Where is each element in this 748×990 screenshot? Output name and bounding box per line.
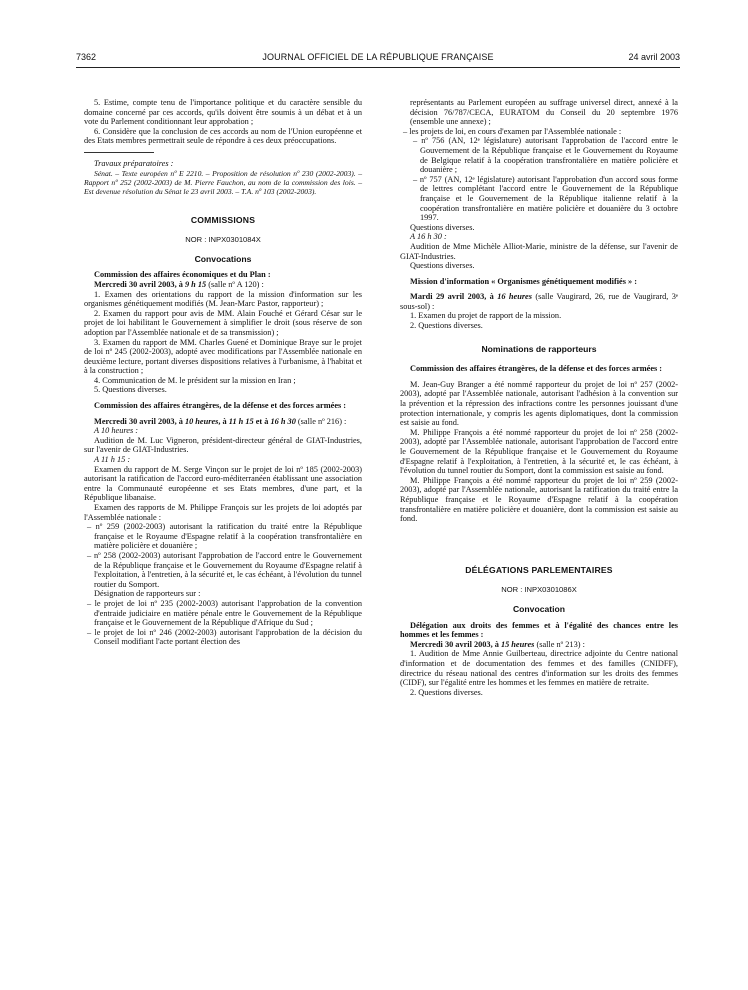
agenda-item: 1. Examen du projet de rapport de la mission.	[410, 311, 562, 321]
mission-title: Mission d'information « Organismes génétiquement modifiés » :	[410, 276, 638, 286]
issue-date: 24 avril 2003	[628, 52, 680, 62]
examen-item: Examen du rapport de M. Serge Vinçon sur le projet de loi nº 185 (2002-2003) autorisant la ratification de l'accord euro-méditerranéen établissant une association entre la Communauté européenne et ses Etats membres, d'une part, et la République libanaise.	[84, 464, 362, 503]
delegation-date: Mercredi 30 avril 2003, à 15 heures (salle nº 213) :	[410, 639, 585, 649]
commission-foreign-title: Commission des affaires étrangères, de la défense et des forces armées :	[94, 401, 347, 411]
list-item: – nº 259 (2002-2003) autorisant la ratification du traité entre la République française et le Royaume d'Espagne relatif à la coopération transfrontalière en matière policière et douanière ;	[87, 522, 362, 551]
convocations-heading: Convocations	[194, 253, 252, 264]
nominations-commission: Commission des affaires étrangères, de la défense et des forces armées :	[410, 364, 663, 374]
nor-reference: NOR : INPX0301086X	[501, 585, 577, 595]
mission-date: Mardi 29 avril 2003, à 16 heures (salle Vaugirard, 26, rue de Vaugirard, 3ᵉ sous-sol) :	[400, 292, 678, 311]
page-number: 7362	[76, 52, 97, 62]
convocation-heading: Convocation	[512, 603, 566, 614]
travaux-label: Travaux préparatoires :	[94, 158, 174, 168]
questions-item: Questions diverses.	[410, 222, 475, 232]
agenda-item: 1. Audition de Mme Annie Guilberteau, directrice adjointe du Centre national d'information et de documentation des femmes et des familles (CNIDFF), directrice du réseau national des centres d'information sur les droits des femmes (CIDF), sur l'égalité entre les hommes et les femmes en matière de retraite.	[400, 649, 678, 688]
list-item: – le projet de loi nº 235 (2002-2003) autorisant l'approbation de la convention d'entraide judiciaire en matière pénale entre le Gouvernement de la République française et le Gouvernement de la République d'Afrique du Sud ;	[87, 598, 362, 628]
continued-text: représentants au Parlement européen au suffrage universel direct, annexé à la décision 76/787/CECA, EURATOM du Conseil du 20 septembre 1976 (ensemble une annexe) ;	[410, 98, 678, 127]
nomination-item: M. Philippe François a été nommé rapporteur du projet de loi nº 258 (2002-2003), adopté par l'Assemblée nationale, autorisant l'approbation de l'accord entre le Gouvernement de la République française et le Gouvernement du Royaume d'Espagne relatif à l'exploitation, à l'entretien, à la sécurité et, le cas échéant, à l'évolution du tunnel routier du Somport, dont la commission est saisie au fond.	[400, 427, 678, 476]
agenda-item: 2. Questions diverses.	[410, 687, 483, 697]
audition-item: Audition de M. Luc Vigneron, président-directeur général de GIAT-Industries, sur l'avenir de GIAT-Industries.	[84, 435, 362, 455]
page-header	[76, 52, 680, 66]
agenda-item: 1. Examen des orientations du rapport de la mission d'information sur les organismes génétiquement modifiés (M. Jean-Marc Pastor, rapporteur) ;	[84, 289, 362, 309]
examen-item: Examen des rapports de M. Philippe François sur les projets de loi adoptés par l'Assemblée nationale :	[84, 503, 362, 522]
delegation-title: Délégation aux droits des femmes et à l'égalité des chances entre les hommes et les femmes :	[400, 620, 678, 640]
left-column	[84, 98, 362, 647]
commissions-heading: COMMISSIONS	[190, 214, 256, 225]
time-label: A 16 h 30 :	[410, 232, 447, 242]
nominations-heading: Nominations de rapporteurs	[481, 343, 597, 354]
agenda-item: 2. Examen du rapport pour avis de MM. Alain Fouché et Gérard César sur le projet de loi habilitant le Gouvernement à simplifier le droit (sous réserve de son adoption par l'Assemblée nationale et de sa transmission) ;	[84, 308, 362, 337]
list-item: – nº 258 (2002-2003) autorisant l'approbation de l'accord entre le Gouvernement de la République française et le Gouvernement du Royaume d'Espagne relatif à l'exploitation, à l'entretien, à la sécurité et, le cas échéant, à l'évolution du tunnel routier du Somport.	[87, 550, 362, 589]
nor-reference: NOR : INPX0301084X	[185, 235, 261, 245]
list-item: – nº 757 (AN, 12ᵉ législature) autorisant l'approbation d'un accord sous forme de lettres complétant l'accord entre le Gouvernement de la République française et le Gouvernement de la République italienne relatif à la coopération transfrontalière en matière policière et douanière du 3 octobre 1997.	[413, 174, 678, 223]
agenda-item: 4. Communication de M. le président sur la mission en Iran ;	[94, 375, 296, 385]
list-item: – le projet de loi nº 246 (2002-2003) autorisant l'approbation de la décision du Conseil modifiant l'acte portant élection des	[87, 627, 362, 647]
resolution-point-6: 6. Considère que la conclusion de ces accords au nom de l'Union européenne et des Etats membres permettrait seule de répondre à ces deux préoccupations.	[84, 126, 362, 146]
resolution-point-5: 5. Estime, compte tenu de l'importance politique et du caractère sensible du domaine concerné par ces accords, qu'ils doivent être soumis à un débat et à un vote du Parlement conditionnant leur approbation ;	[84, 98, 362, 127]
list-item: – nº 756 (AN, 12ᵉ législature) autorisant l'approbation de l'accord entre le Gouvernement de la République française et le Gouvernement du Royaume de Belgique relatif à la coopération transfrontalière en matière policière et douanière ;	[413, 136, 678, 175]
audition-item: Audition de Mme Michèle Alliot-Marie, ministre de la défense, sur l'avenir de GIAT-Industries.	[400, 241, 678, 261]
time-label: A 10 heures :	[94, 426, 139, 436]
designation-label: Désignation de rapporteurs sur :	[94, 589, 201, 599]
agenda-item: 5. Questions diverses.	[94, 385, 167, 395]
nomination-item: M. Jean-Guy Branger a été nommé rapporteur du projet de loi nº 257 (2002-2003), adopté par l'Assemblée nationale, autorisant l'adhésion à la convention sur la prévention et la répression des infractions contre les personnes jouissant d'une protection internationale, y compris les agents diplomatiques, dont la commission est saisie au fond.	[400, 379, 678, 428]
questions-item: Questions diverses.	[410, 261, 475, 271]
commission-economic-title: Commission des affaires économiques et du Plan :	[94, 270, 271, 280]
time-label: A 11 h 15 :	[94, 455, 131, 465]
nomination-item: M. Philippe François a été nommé rapporteur du projet de loi nº 259 (2002-2003), adopté par l'Assemblée nationale, autorisant la ratification du traité entre la République française et le Royaume d'Espagne relatif à la coopération transfrontalière en matière policière et douanière, dont la commission est saisie au fond.	[400, 475, 678, 524]
travaux-text: Sénat. – Texte européen nº E 2210. – Proposition de résolution nº 230 (2002-2003). – Rapport nº 252 (2002-2003) de M. Pierre Fauchon, au nom de la commission des lois. – Est devenue résolution du Sénat le 23 avril 2003. – T.A. nº 103 (2002-2003).	[84, 168, 362, 196]
commission-foreign-date: Mercredi 30 avril 2003, à 10 heures, à 11 h 15 et à 16 h 30 (salle nº 216) :	[94, 416, 347, 426]
agenda-item: 2. Questions diverses.	[410, 321, 483, 331]
header-rule	[76, 67, 680, 68]
delegations-heading: DÉLÉGATIONS PARLEMENTAIRES	[465, 564, 613, 575]
projets-label: – les projets de loi, en cours d'examen par l'Assemblée nationale :	[403, 126, 622, 136]
right-column	[400, 98, 678, 697]
agenda-item: 3. Examen du rapport de MM. Charles Guené et Dominique Braye sur le projet de loi nº 245 (2002-2003), adopté avec modifications par l'Assemblée nationale en deuxième lecture, portant diverses dispositions relatives à l'urbanisme, à l'habitat et à la construction ;	[84, 337, 362, 376]
commission-economic-date: Mercredi 30 avril 2003, à 9 h 15 (salle nº A 120) :	[94, 279, 264, 289]
journal-title: JOURNAL OFFICIEL DE LA RÉPUBLIQUE FRANÇAISE	[262, 52, 494, 62]
